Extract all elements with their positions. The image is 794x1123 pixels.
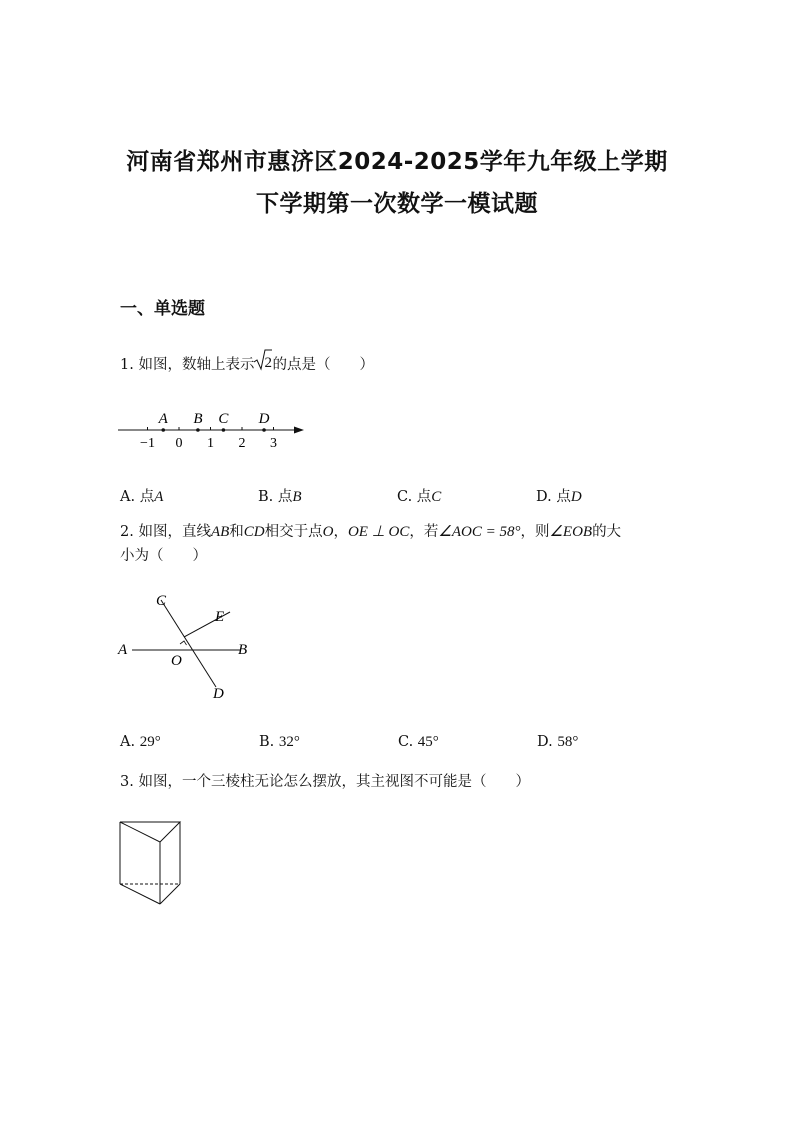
q1-option-d[interactable]: D. 点D bbox=[536, 489, 582, 505]
tick-label: 2 bbox=[238, 436, 246, 451]
label-b: B bbox=[238, 642, 248, 658]
page-title-line-2: 下学期第一次数学一模试题 bbox=[256, 191, 538, 217]
triangular-prism-figure bbox=[119, 820, 189, 910]
label-e: E bbox=[215, 609, 225, 625]
line-cd bbox=[161, 600, 216, 687]
point-a bbox=[161, 428, 165, 432]
label-o: O bbox=[171, 653, 182, 669]
point-label: A bbox=[158, 411, 168, 427]
radicand: 2 bbox=[264, 355, 272, 371]
q2-option-a[interactable]: A. 29° bbox=[120, 734, 161, 750]
tick-label: 3 bbox=[270, 436, 277, 451]
q2-option-d[interactable]: D. 58° bbox=[537, 734, 579, 750]
intersecting-lines-figure bbox=[118, 590, 268, 705]
q2-option-b[interactable]: B. 32° bbox=[259, 734, 300, 750]
question-number: 1. bbox=[120, 357, 134, 373]
number-line-figure bbox=[118, 410, 318, 450]
question-number: 3. bbox=[120, 774, 134, 790]
point-label: C bbox=[218, 411, 229, 427]
tick-label: 1 bbox=[207, 436, 214, 451]
question-2: 2. 如图，直线AB和CD相交于点O，OE ⊥ OC，若∠AOC = 58°，则∠EOB的大 小为（ ） bbox=[120, 520, 680, 568]
page-title-line-1: 河南省郑州市惠济区2024-2025学年九年级上学期 bbox=[126, 149, 668, 175]
question-text: 如图，一个三棱柱无论怎么摆放，其主视图不可能是（ ） bbox=[138, 774, 530, 790]
point-label: B bbox=[193, 411, 203, 427]
q1-option-a[interactable]: A. 点A bbox=[120, 489, 164, 505]
q1-option-c[interactable]: C. 点C bbox=[397, 489, 442, 505]
question-number: 2. bbox=[120, 524, 134, 540]
point-d bbox=[262, 428, 266, 432]
question-text-line-2: 小为（ ） bbox=[120, 548, 207, 564]
section-heading: 一、单选题 bbox=[120, 299, 205, 319]
tick-label: 0 bbox=[175, 436, 183, 451]
point-b bbox=[196, 428, 200, 432]
prism-top-face bbox=[120, 822, 180, 842]
point-c bbox=[222, 428, 226, 432]
label-d: D bbox=[213, 686, 224, 702]
point-label: D bbox=[258, 411, 270, 427]
question-text: 如图，数轴上表示 bbox=[138, 357, 255, 373]
sqrt-expression bbox=[254, 352, 272, 372]
q2-option-c[interactable]: C. 45° bbox=[398, 734, 439, 750]
label-c: C bbox=[156, 593, 167, 609]
question-3 bbox=[120, 770, 530, 794]
question-text-end: 的点是（ ） bbox=[272, 357, 374, 373]
question-1 bbox=[120, 352, 374, 377]
q1-option-b[interactable]: B. 点B bbox=[258, 489, 302, 505]
right-angle-mark bbox=[180, 641, 187, 645]
tick-label: −1 bbox=[140, 436, 155, 451]
label-a: A bbox=[118, 642, 128, 658]
